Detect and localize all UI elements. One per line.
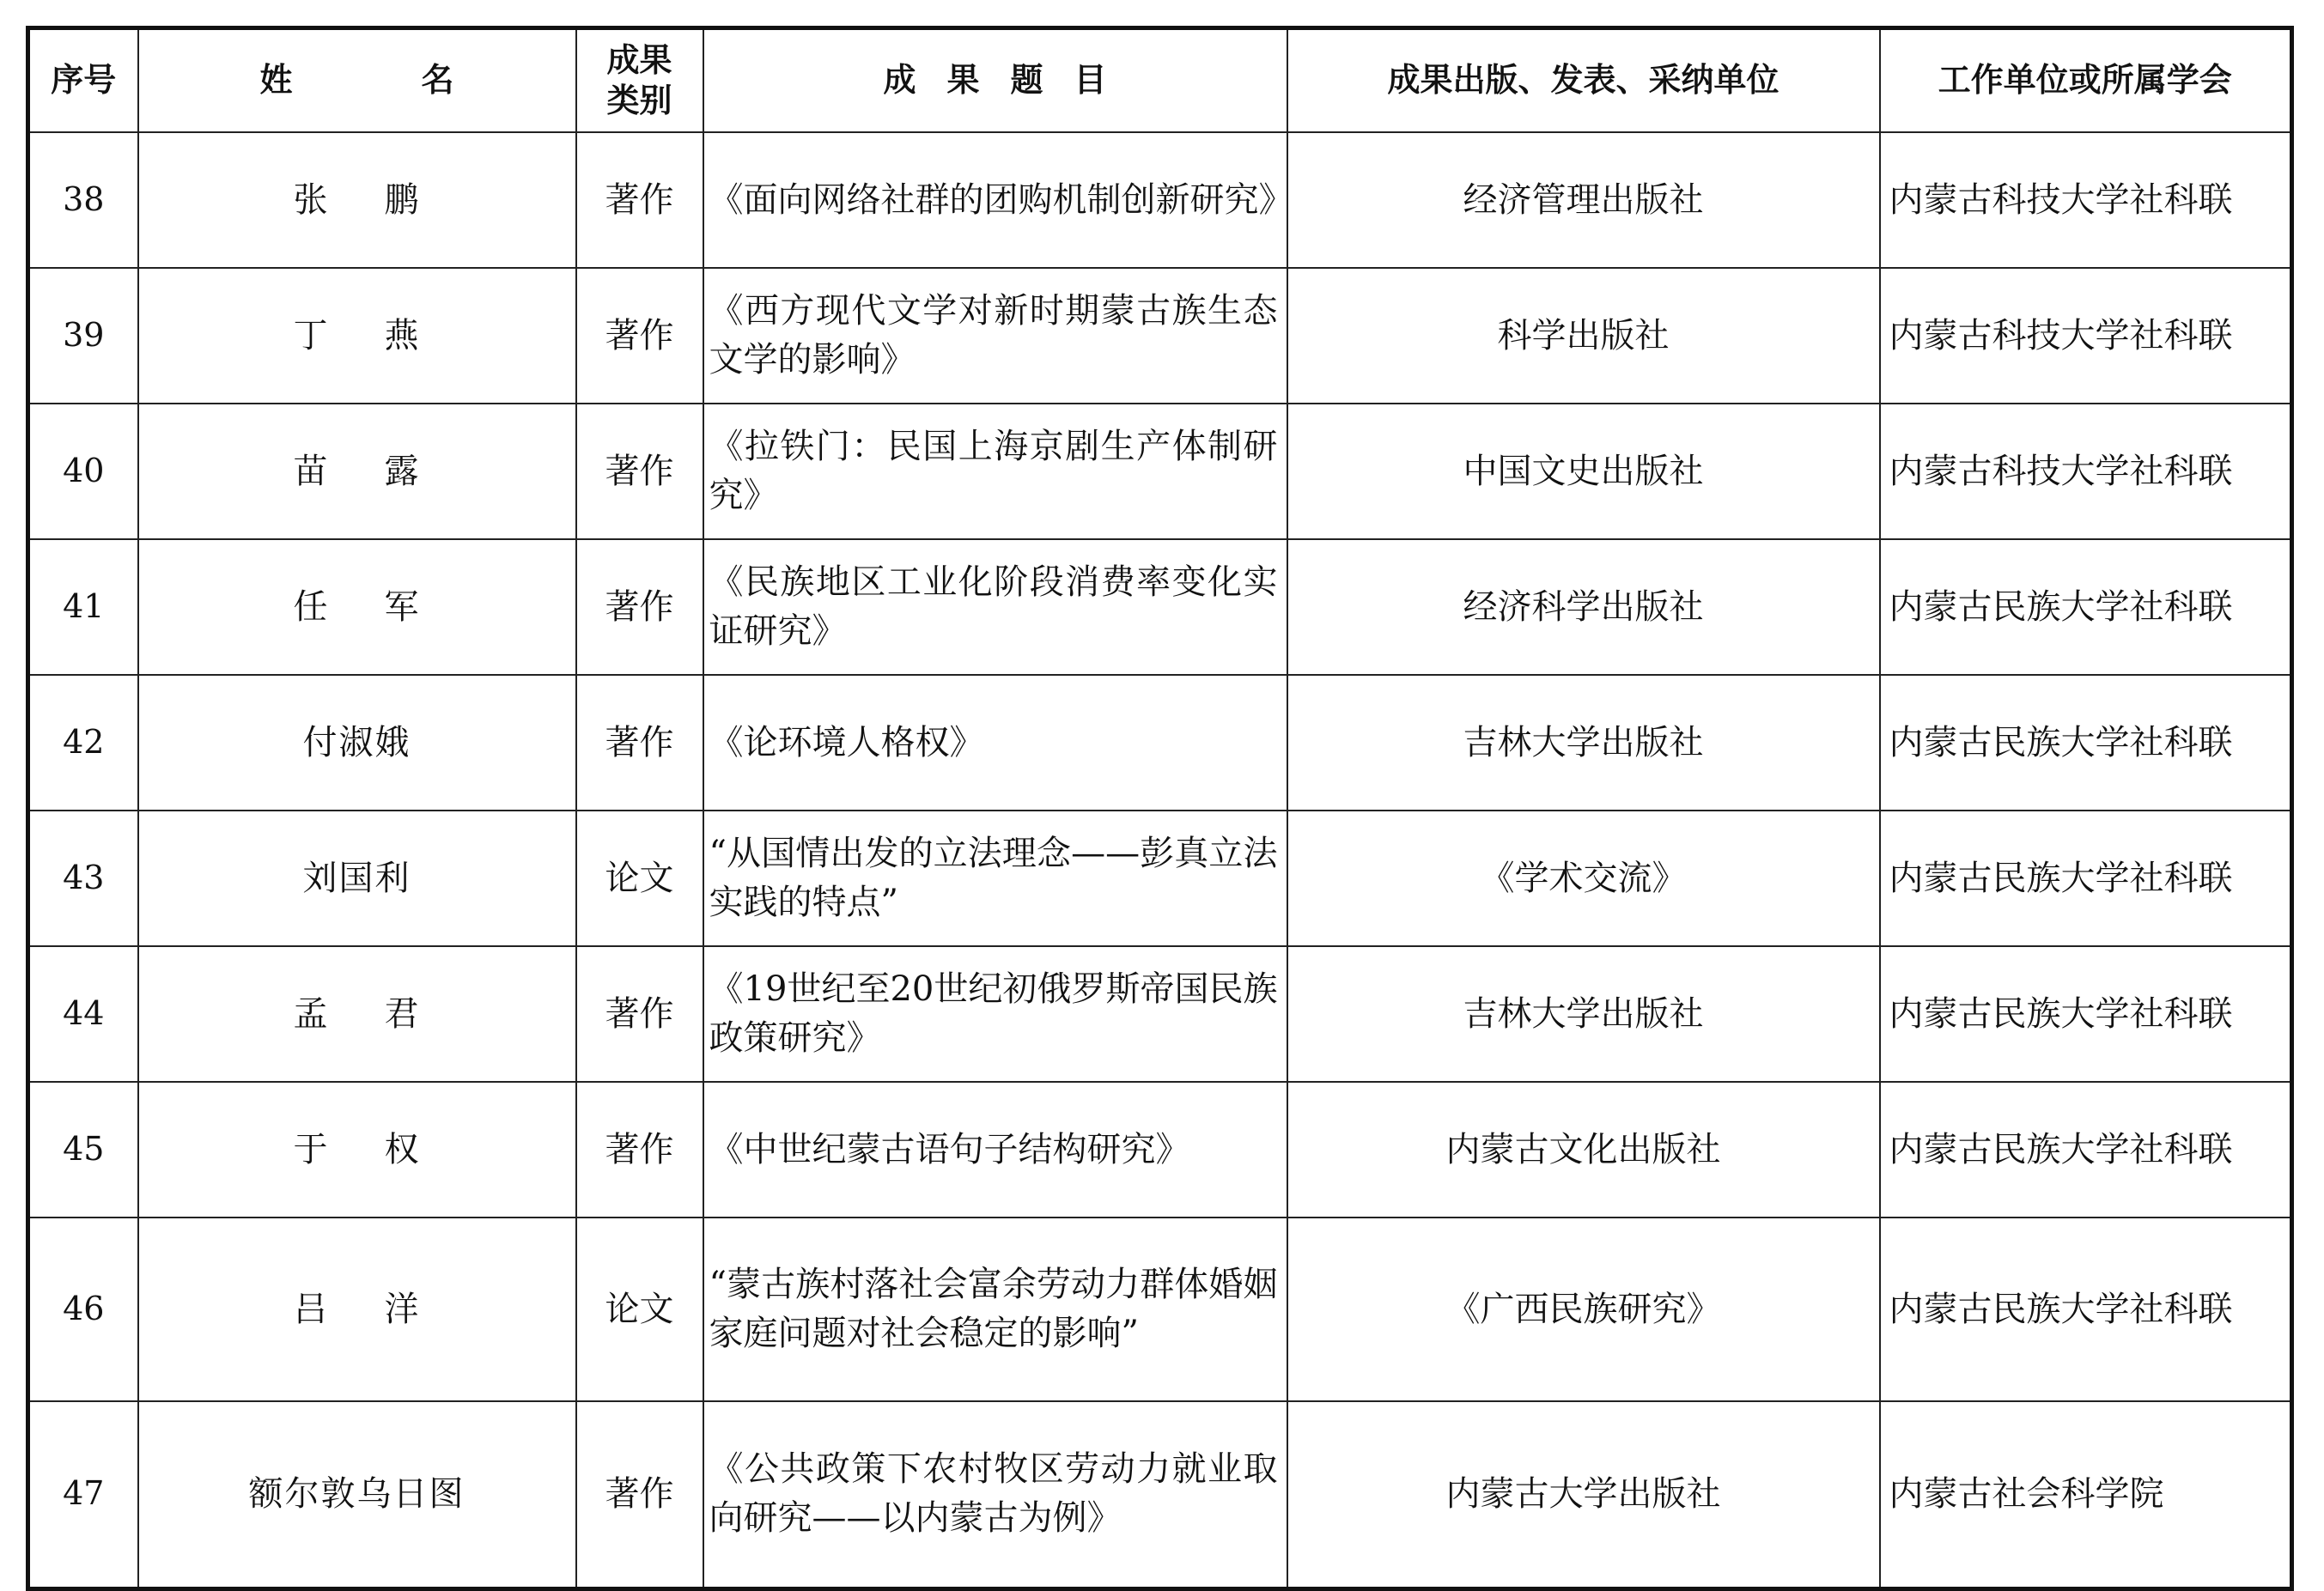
- cell-type: 论文: [576, 811, 703, 946]
- cell-type: 论文: [576, 1218, 703, 1401]
- name-part: 吕: [293, 1289, 330, 1329]
- header-title-text: 成果题目: [883, 61, 1138, 100]
- name-part: 丁: [293, 315, 330, 355]
- table-row: [28, 404, 2292, 539]
- cell-title: “从国情出发的立法理念——彭真立法实践的特点”: [703, 811, 1287, 946]
- header-unit: 工作单位或所属学会: [1880, 28, 2292, 133]
- name-part: 军: [384, 586, 421, 627]
- name-part: 君: [384, 993, 421, 1034]
- table-row: [28, 675, 2292, 811]
- cell-type: 著作: [576, 268, 703, 404]
- cell-unit: 内蒙古民族大学社科联: [1880, 811, 2292, 946]
- name-part: 露: [384, 451, 421, 491]
- cell-unit: 内蒙古民族大学社科联: [1880, 946, 2292, 1082]
- table-row: [28, 1401, 2292, 1588]
- table-row: [28, 539, 2292, 675]
- cell-publisher: 经济管理出版社: [1287, 132, 1880, 268]
- name-part: 鹏: [384, 179, 421, 220]
- cell-unit: 内蒙古科技大学社科联: [1880, 268, 2292, 404]
- cell-publisher: 科学出版社: [1287, 268, 1880, 404]
- name-part: 张: [293, 179, 330, 220]
- cell-name: [138, 404, 576, 539]
- name-part: 权: [384, 1129, 421, 1169]
- cell-title: “蒙古族村落社会富余劳动力群体婚姻家庭问题对社会稳定的影响”: [703, 1218, 1287, 1401]
- awards-table-sheet: [26, 26, 2290, 1564]
- cell-publisher: 《学术交流》: [1287, 811, 1880, 946]
- cell-unit: 内蒙古科技大学社科联: [1880, 404, 2292, 539]
- name-part: 燕: [384, 315, 421, 355]
- cell-publisher: 吉林大学出版社: [1287, 946, 1880, 1082]
- cell-type: 著作: [576, 675, 703, 811]
- cell-no: 43: [28, 811, 138, 946]
- cell-name: [138, 268, 576, 404]
- cell-name: [138, 1218, 576, 1401]
- header-publisher: 成果出版、发表、采纳单位: [1287, 28, 1880, 133]
- cell-publisher: 《广西民族研究》: [1287, 1218, 1880, 1401]
- cell-title: 《面向网络社群的团购机制创新研究》: [703, 132, 1287, 268]
- cell-name: [138, 946, 576, 1082]
- cell-no: 38: [28, 132, 138, 268]
- cell-title: 《19世纪至20世纪初俄罗斯帝国民族政策研究》: [703, 946, 1287, 1082]
- name-part: 苗: [293, 451, 330, 491]
- cell-publisher: 内蒙古文化出版社: [1287, 1082, 1880, 1218]
- cell-name: [138, 1082, 576, 1218]
- table-row: [28, 811, 2292, 946]
- cell-title: 《民族地区工业化阶段消费率变化实证研究》: [703, 539, 1287, 675]
- cell-unit: 内蒙古民族大学社科联: [1880, 1218, 2292, 1401]
- cell-name: [138, 539, 576, 675]
- cell-no: 39: [28, 268, 138, 404]
- awards-table: [26, 26, 2294, 1591]
- cell-publisher: 吉林大学出版社: [1287, 675, 1880, 811]
- name-part: 洋: [384, 1289, 421, 1329]
- table-row: [28, 1218, 2292, 1401]
- header-name: [138, 28, 576, 133]
- cell-name: [138, 132, 576, 268]
- cell-title: 《公共政策下农村牧区劳动力就业取向研究——以内蒙古为例》: [703, 1401, 1287, 1588]
- name-part: 孟: [293, 993, 330, 1034]
- cell-no: 40: [28, 404, 138, 539]
- table-row: [28, 132, 2292, 268]
- table-body: [28, 132, 2292, 1588]
- table-header-row: [28, 28, 2292, 133]
- cell-title: 《拉铁门：民国上海京剧生产体制研究》: [703, 404, 1287, 539]
- cell-no: 41: [28, 539, 138, 675]
- cell-type: 著作: [576, 946, 703, 1082]
- cell-type: 著作: [576, 539, 703, 675]
- cell-name: 付淑娥: [138, 675, 576, 811]
- cell-unit: 内蒙古社会科学院: [1880, 1401, 2292, 1588]
- cell-unit: 内蒙古民族大学社科联: [1880, 675, 2292, 811]
- table-row: [28, 268, 2292, 404]
- cell-type: 著作: [576, 1401, 703, 1588]
- cell-no: 47: [28, 1401, 138, 1588]
- header-no: 序号: [28, 28, 138, 133]
- cell-no: 44: [28, 946, 138, 1082]
- table-row: [28, 1082, 2292, 1218]
- cell-type: 著作: [576, 404, 703, 539]
- cell-unit: 内蒙古民族大学社科联: [1880, 1082, 2292, 1218]
- cell-unit: 内蒙古科技大学社科联: [1880, 132, 2292, 268]
- cell-title: 《论环境人格权》: [703, 675, 1287, 811]
- header-name-last: 名: [421, 61, 454, 100]
- cell-no: 45: [28, 1082, 138, 1218]
- cell-publisher: 内蒙古大学出版社: [1287, 1401, 1880, 1588]
- header-title: [703, 28, 1287, 133]
- table-row: [28, 946, 2292, 1082]
- cell-unit: 内蒙古民族大学社科联: [1880, 539, 2292, 675]
- cell-type: 著作: [576, 1082, 703, 1218]
- name-part: 于: [293, 1129, 330, 1169]
- cell-title: 《西方现代文学对新时期蒙古族生态文学的影响》: [703, 268, 1287, 404]
- cell-publisher: 中国文史出版社: [1287, 404, 1880, 539]
- cell-no: 46: [28, 1218, 138, 1401]
- cell-name: 额尔敦乌日图: [138, 1401, 576, 1588]
- name-part: 任: [293, 586, 330, 627]
- cell-no: 42: [28, 675, 138, 811]
- cell-title: 《中世纪蒙古语句子结构研究》: [703, 1082, 1287, 1218]
- cell-publisher: 经济科学出版社: [1287, 539, 1880, 675]
- header-name-first: 姓: [259, 61, 293, 100]
- header-type: 成果类别: [576, 28, 703, 133]
- cell-type: 著作: [576, 132, 703, 268]
- cell-name: 刘国利: [138, 811, 576, 946]
